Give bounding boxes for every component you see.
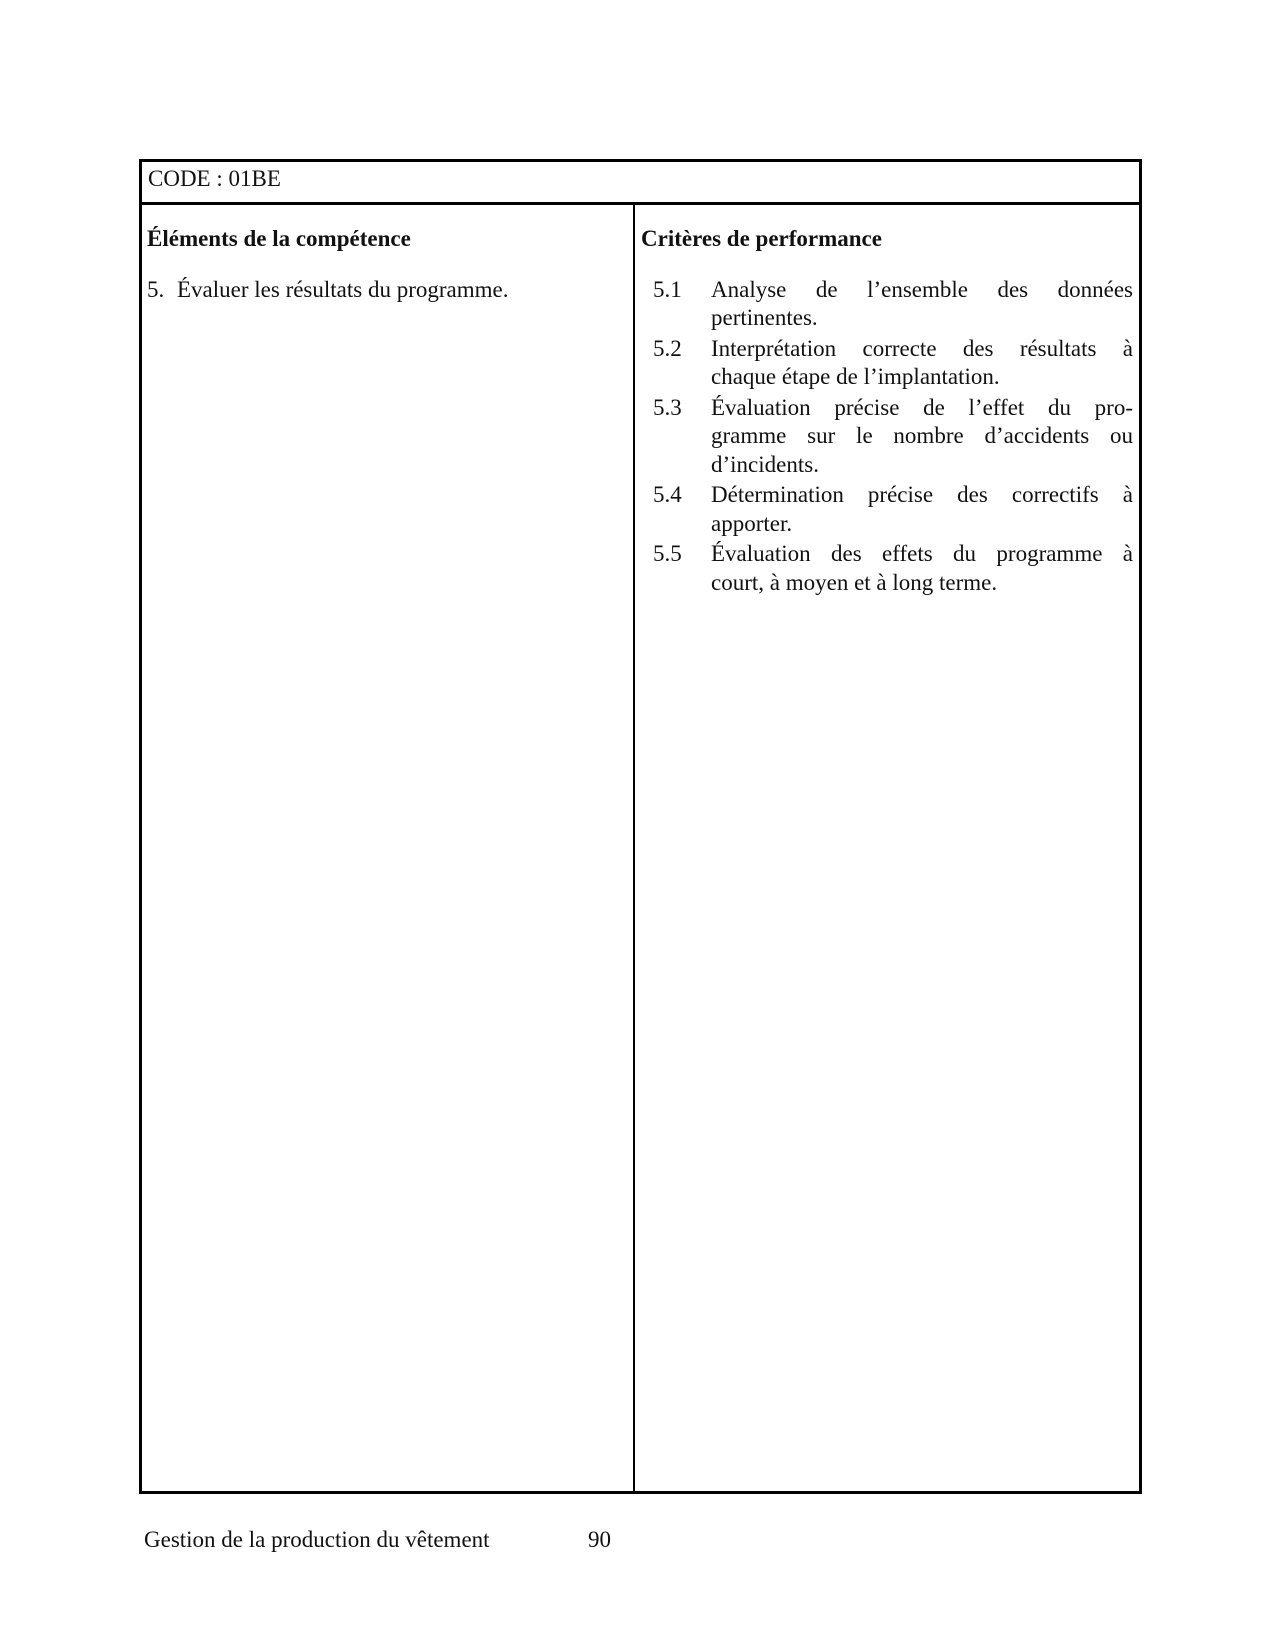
criterion-line: court, à moyen et à long terme. — [711, 569, 998, 595]
criterion-item — [635, 540, 1139, 597]
criterion-item — [635, 276, 1139, 333]
criterion-line: d’incidents. — [711, 451, 819, 477]
element-number: 5. — [147, 276, 165, 302]
criterion-number: 5.3 — [653, 394, 682, 420]
criterion-number: 5.1 — [653, 276, 682, 302]
elements-column — [142, 205, 635, 1491]
criteria-column-header: Critères de performance — [641, 226, 882, 251]
criterion-line: Évaluation des effets du programme à — [711, 541, 1133, 566]
criterion-line: Détermination précise des correctifs à — [711, 482, 1133, 507]
criterion-item — [635, 481, 1139, 538]
footer-page-number: 90 — [588, 1527, 611, 1552]
criterion-number: 5.2 — [653, 335, 682, 361]
footer-document-title: Gestion de la production du vêtement — [144, 1527, 490, 1552]
criterion-line: pertinentes. — [711, 305, 818, 330]
element-item — [142, 276, 633, 305]
page-footer — [0, 1526, 1275, 1556]
criterion-line: chaque étape de l’implantation. — [711, 364, 1000, 389]
elements-column-header: Éléments de la compétence — [147, 226, 411, 251]
table-columns — [142, 205, 1139, 1491]
competency-table — [139, 159, 1142, 1494]
criterion-line: apporter. — [711, 510, 793, 536]
elements-list — [142, 276, 633, 305]
criterion-line: Interprétation correcte des résultats à — [711, 335, 1133, 361]
code-label: CODE : 01BE — [148, 166, 281, 191]
code-row — [142, 162, 1139, 205]
criterion-line: Analyse de l’ensemble des données — [711, 276, 1133, 302]
criterion-item — [635, 394, 1139, 480]
criterion-line: Évaluation précise de l’effet du pro- — [711, 394, 1133, 420]
element-text: Évaluer les résultats du programme. — [177, 276, 509, 302]
criterion-line: gramme sur le nombre d’accidents ou — [711, 423, 1133, 448]
criterion-number: 5.5 — [653, 541, 682, 566]
criteria-list — [635, 276, 1139, 598]
criterion-number: 5.4 — [653, 482, 682, 507]
criterion-item — [635, 335, 1139, 392]
criteria-column — [635, 205, 1139, 1491]
